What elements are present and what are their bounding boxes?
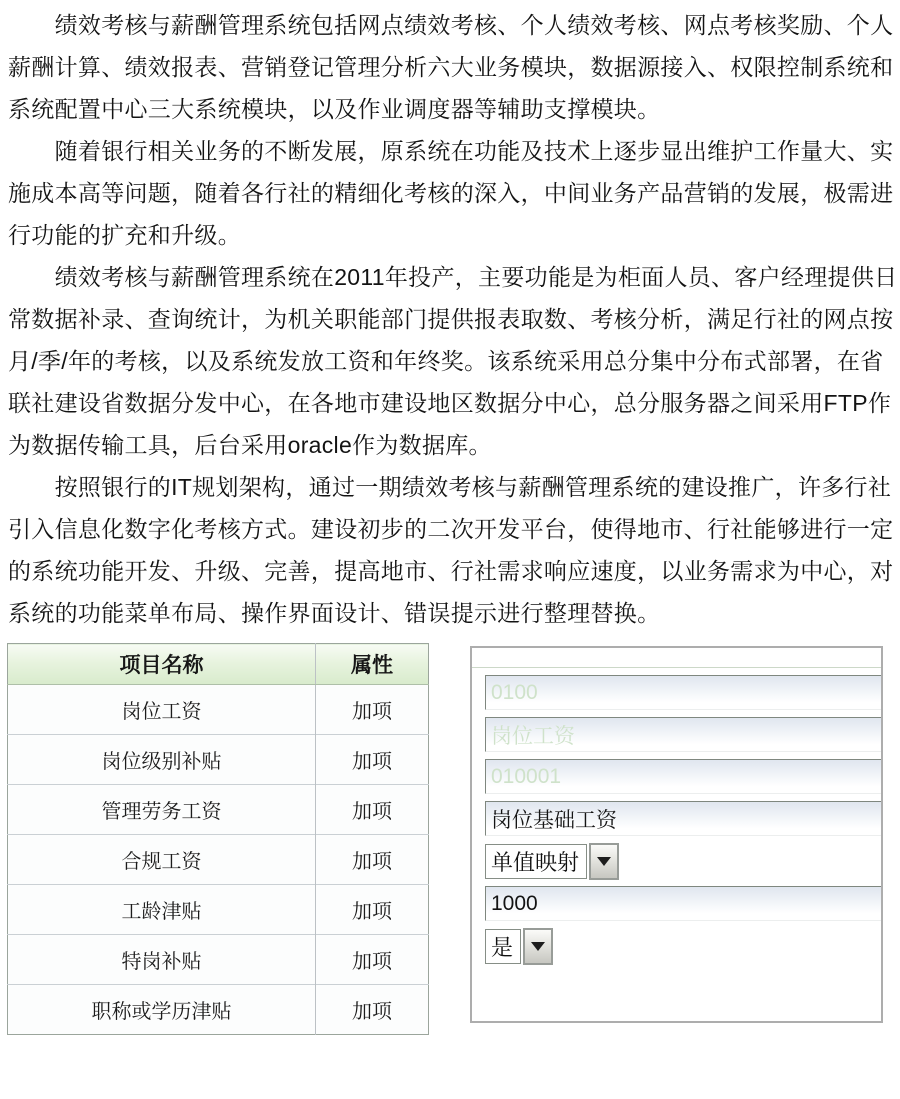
text-line: 系统配置中心三大系统模块，以及作业调度器等辅助支撑模块。 xyxy=(8,96,661,122)
mapping-type-dropdown[interactable] xyxy=(485,843,881,880)
paragraph-2 xyxy=(8,130,898,256)
attr-cell: 加项 xyxy=(316,785,429,835)
text-line: 引入信息化数字化考核方式。建设初步的二次开发平台，使得地市、行社能够进行一定 xyxy=(8,516,894,542)
text-line: 施成本高等问题，随着各行社的精细化考核的深入，中间业务产品营销的发展，极需进 xyxy=(8,180,894,206)
paragraph-3 xyxy=(8,256,898,466)
body-text xyxy=(8,4,898,634)
text-line: 按照银行的IT规划架构，通过一期绩效考核与薪酬管理系统的建设推广，许多行社 xyxy=(8,474,892,500)
text-line: 系统的功能菜单布局、操作界面设计、错误提示进行整理替换。 xyxy=(8,600,661,626)
text-line: 月/季/年的考核，以及系统发放工资和年终奖。该系统采用总分集中分布式部署，在省 xyxy=(8,348,884,374)
item-name-cell: 岗位级别补贴 xyxy=(8,735,316,785)
attr-cell: 加项 xyxy=(316,835,429,885)
detail-form-panel xyxy=(470,646,883,1023)
caret-down-icon xyxy=(597,857,611,866)
caret-down-icon xyxy=(531,942,545,951)
display-name-input[interactable]: 岗位基础工资 xyxy=(485,801,881,836)
attr-cell: 加项 xyxy=(316,985,429,1035)
panel-header-strip xyxy=(472,648,881,668)
table-row xyxy=(8,885,429,935)
paragraph-1 xyxy=(8,4,898,130)
value-input[interactable]: 1000 xyxy=(485,886,881,921)
item-name-cell: 管理劳务工资 xyxy=(8,785,316,835)
table-header-row xyxy=(8,644,429,685)
table-row xyxy=(8,685,429,735)
table-row xyxy=(8,985,429,1035)
table-row xyxy=(8,735,429,785)
mapping-type-dropdown-value: 单值映射 xyxy=(485,844,587,879)
header-item-name: 项目名称 xyxy=(8,644,316,685)
attr-cell: 加项 xyxy=(316,685,429,735)
dropdown-arrow-icon[interactable] xyxy=(523,928,553,965)
item-name-cell: 工龄津贴 xyxy=(8,885,316,935)
item-name-cell: 特岗补贴 xyxy=(8,935,316,985)
item-name-cell: 合规工资 xyxy=(8,835,316,885)
text-line: 联社建设省数据分发中心，在各地市建设地区数据分中心，总分服务器之间采用FTP作 xyxy=(8,390,892,416)
header-attr: 属性 xyxy=(316,644,429,685)
text-line: 随着银行相关业务的不断发展，原系统在功能及技术上逐步显出维护工作量大、实 xyxy=(8,138,894,164)
text-line: 绩效考核与薪酬管理系统在2011年投产，主要功能是为柜面人员、客户经理提供日 xyxy=(8,264,898,290)
field-list xyxy=(472,668,881,965)
name-input: 岗位工资 xyxy=(485,717,881,752)
attr-cell: 加项 xyxy=(316,885,429,935)
dropdown-arrow-icon[interactable] xyxy=(589,843,619,880)
attr-cell: 加项 xyxy=(316,935,429,985)
paragraph-4 xyxy=(8,466,898,634)
text-line: 薪酬计算、绩效报表、营销登记管理分析六大业务模块，数据源接入、权限控制系统和 xyxy=(8,54,894,80)
flag-dropdown-value: 是 xyxy=(485,929,521,964)
attr-cell: 加项 xyxy=(316,735,429,785)
code-input: 0100 xyxy=(485,675,881,710)
salary-items-table xyxy=(7,643,429,1035)
text-line: 行功能的扩充和升级。 xyxy=(8,222,241,248)
item-name-cell: 岗位工资 xyxy=(8,685,316,735)
table-row xyxy=(8,835,429,885)
table-row xyxy=(8,785,429,835)
text-line: 的系统功能开发、升级、完善，提高地市、行社需求响应速度，以业务需求为中心，对 xyxy=(8,558,894,584)
flag-dropdown[interactable] xyxy=(485,928,881,965)
text-line: 常数据补录、查询统计，为机关职能部门提供报表取数、考核分析，满足行社的网点按 xyxy=(8,306,894,332)
text-line: 绩效考核与薪酬管理系统包括网点绩效考核、个人绩效考核、网点考核奖励、个人 xyxy=(8,12,894,38)
text-line: 为数据传输工具，后台采用oracle作为数据库。 xyxy=(8,432,492,458)
table-row xyxy=(8,935,429,985)
item-name-cell: 职称或学历津贴 xyxy=(8,985,316,1035)
subcode-input: 010001 xyxy=(485,759,881,794)
